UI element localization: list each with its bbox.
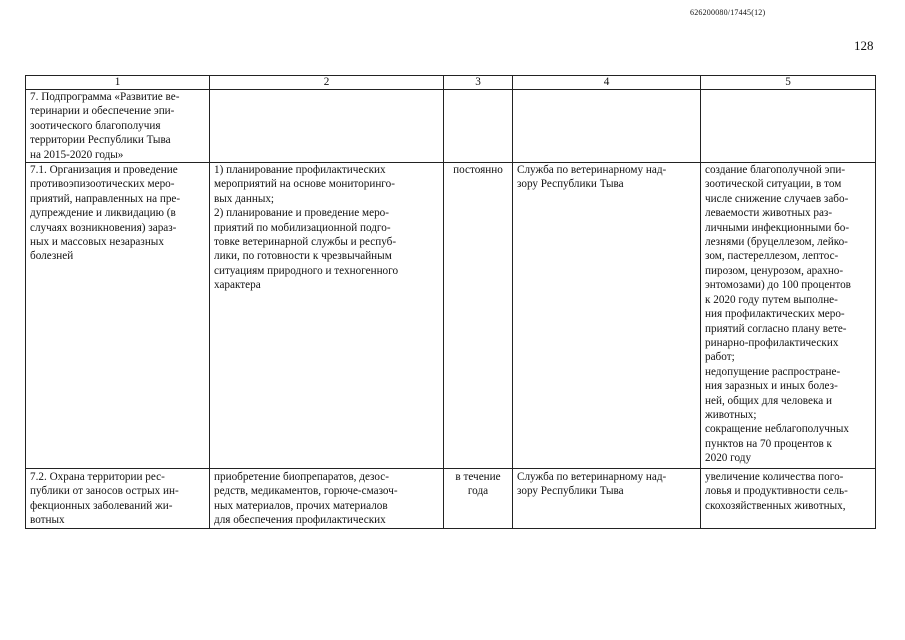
document-code: 626200080/17445(12) [690,8,766,17]
results-cell: создание благополучной эпи- зоотической ситуации, в том числе снижение случаев забо- леваемости животных раз- личными инфекционными бо- лезнями (бруцеллезом, лейко- зом, пастереллезом, лептос- пирозом, ценурозом, арахно- энтомозами) до 100 процентов к 2020 году путем выполне- ния профилактических меро- приятий согласно плану вете- ринарно-профилактических работ; недопущение распростране- ния заразных и иных болез- ней, общих для человека и животных; сокращение неблагополучных пунктов на 70 процентов к 2020 году [701,163,876,469]
task-title-cell: 7.2. Охрана территории рес- публики от заносов острых ин- фекционных заболеваний жи- вотных [26,469,210,529]
column-header-4: 4 [513,76,701,90]
column-header-3: 3 [444,76,513,90]
responsible-cell: Служба по ветеринарному над- зору Республики Тыва [513,163,701,469]
responsible-cell [513,90,701,163]
measures-cell: приобретение биопрепаратов, дезос- редств, медикаментов, горюче-смазоч- ных материалов, прочих материалов для обеспечения профилактических [210,469,444,529]
timeline-cell [444,90,513,163]
timeline-cell: постоянно [444,163,513,469]
task-title-cell: 7.1. Организация и проведение противоэпизоотических меро- приятий, направленных на пре- дупреждение и ликвидацию (в случаях возникновения) зараз- ных и массовых незаразных болезней [26,163,210,469]
table-row [26,469,876,529]
measures-cell [210,90,444,163]
column-header-1: 1 [26,76,210,90]
table-row [26,163,876,469]
results-cell: увеличение количества пого- ловья и продуктивности сель- скохозяйственных животных, [701,469,876,529]
program-table [25,75,876,529]
subprogram-title-cell: 7. Подпрограмма «Развитие ве- теринарии и обеспечение эпи- зоотического благополучия территории Республики Тыва на 2015-2020 годы» [26,90,210,163]
column-header-2: 2 [210,76,444,90]
measures-cell: 1) планирование профилактических мероприятий на основе мониторинго- вых данных; 2) планирование и проведение меро- приятий по мобилизационной подго- товке ветеринарной службы и респуб- лики, по готовности к чрезвычайным ситуациям природного и техногенного характера [210,163,444,469]
responsible-cell: Служба по ветеринарному над- зору Республики Тыва [513,469,701,529]
results-cell [701,90,876,163]
table-header-row [26,76,876,90]
table-row [26,90,876,163]
timeline-cell: в течение года [444,469,513,529]
page-number: 128 [854,38,874,53]
column-header-5: 5 [701,76,876,90]
